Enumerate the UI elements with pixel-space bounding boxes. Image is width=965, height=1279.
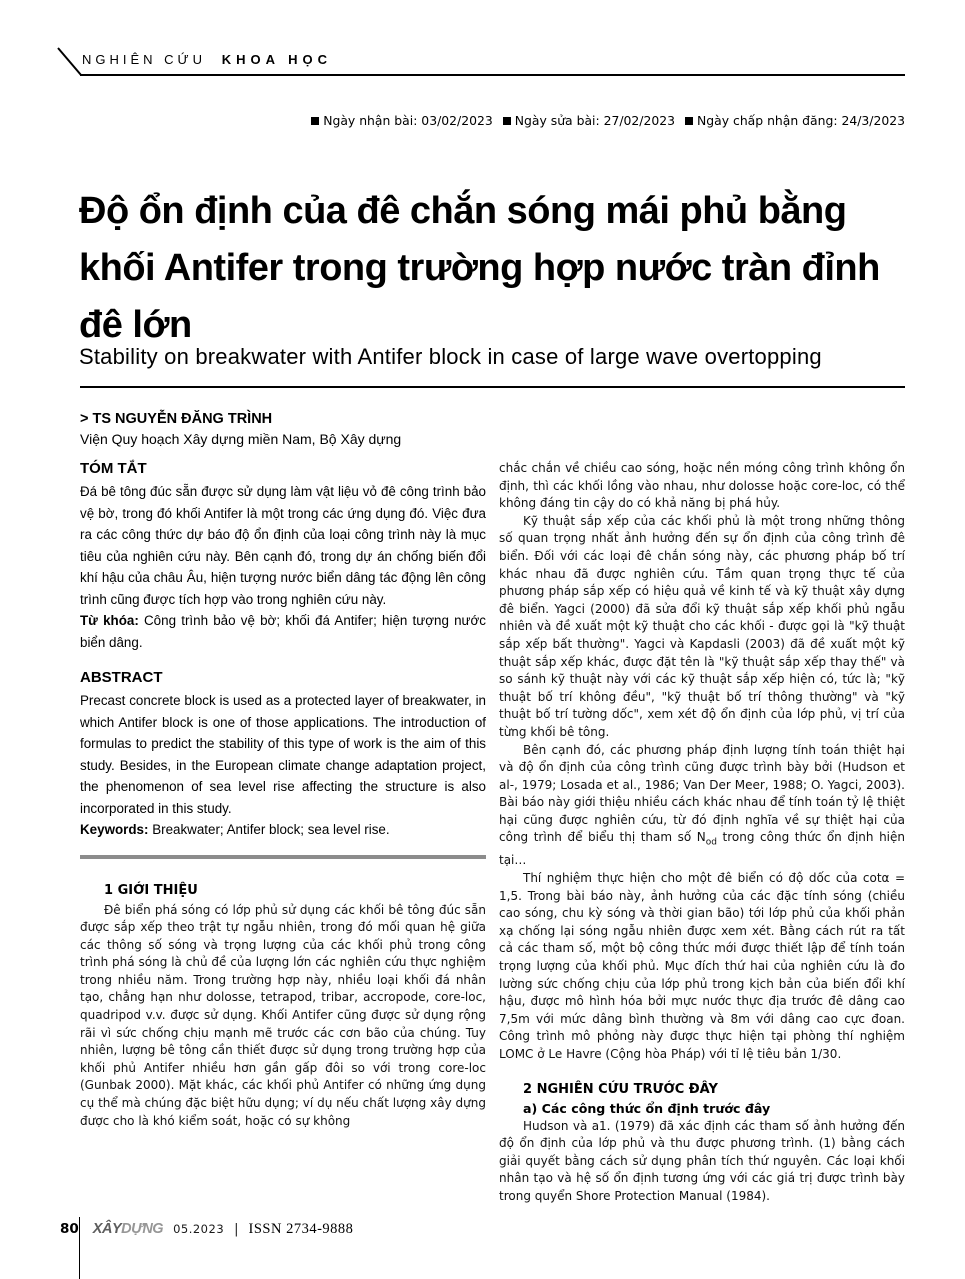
footer-separator: | <box>234 1222 239 1237</box>
author-affiliation: Viện Quy hoạch Xây dựng miền Nam, Bộ Xây dựng <box>80 431 402 447</box>
section-header <box>82 52 332 67</box>
submission-dates <box>311 113 905 128</box>
abstract-vi-section <box>80 460 486 653</box>
abstract-vi-keywords <box>80 610 486 653</box>
bullet-square-icon <box>311 117 319 125</box>
date-revised <box>503 113 675 128</box>
author-name: TS NGUYỄN ĐĂNG TRÌNH <box>92 411 273 427</box>
section-2-paragraph: Hudson và a1. (1979) đã xác định các tham số ảnh hưởng đến độ ổn định của lớp phủ và thu được phương trình. (1) bằng cách giải quyết bằng cách sử dụng phân tích thứ nguyên. Các loại khối nhân tạo và hệ số ổn định tương ứng với các giá trị được trình bày trong quyển Shore Protection Manual (1984). <box>499 1118 905 1203</box>
intro-paragraph-1b: chắc chắn về chiều cao sóng, hoặc nền móng công trình không ổn định, thì các khối lồng vào nhau, như dolosse hoặc core-loc, có thể không đáng tin cậy do có khả năng bị phá hủy. <box>499 461 905 511</box>
section-divider <box>80 855 486 859</box>
page-footer <box>60 1221 353 1238</box>
section-2-heading: 2 NGHIÊN CỨU TRƯỚC ĐÂY <box>523 1081 718 1097</box>
date-revised-text: Ngày sửa bài: 27/02/2023 <box>514 113 676 128</box>
left-column <box>80 460 486 1206</box>
intro-paragraph-3-after: trong công thức ổn định hiện tại… <box>499 830 905 868</box>
intro-paragraph-2: Kỹ thuật sắp xếp của các khối phủ là một trong những thông số quan trọng nhất ảnh hưởng đến sự ổn định của công trình đê biển. Đối với các loại đê chắn sóng này, các phương pháp bố trí khác nhau đã được nghiên cứu. Tầm quan trọng thực tế của phương pháp sắp xếp có hiệu quả về kinh tế và kỹ thuật xây dựng đê biển. Yagci (2000) đã sửa đổi kỹ thuật sắp xếp khối phủ ngẫu nhiên và đề xuất một kỹ thuật cho các khối - được gọi là "kỹ thuật sắp xếp bất thường". Yagci và Kapdasli (2003) đã đề xuất một kỹ thuật sắp xếp khác, được đặt tên là "kỹ thuật sắp xếp thay thế" và so sánh kỹ thuật này với các kỹ thuật sắp xếp hiện có, tức là; "kỹ thuật bố trí không đều", "kỹ thuật bố trí thông thường" và "kỹ thuật bố trí tường dốc", xem xét độ ổn định của lớp phủ, vị trí của từng khối bê tông. <box>499 513 905 739</box>
header-rule <box>80 74 905 76</box>
keywords-vi-label: Từ khóa: <box>80 613 139 628</box>
title-rule <box>80 386 905 388</box>
magazine-logo <box>93 1221 163 1237</box>
author-marker: > <box>80 411 93 427</box>
intro-paragraph-3-before: Bên cạnh đó, các phương pháp định lượng tính toán thiệt hại và độ ổn định của công trình cũng được trình bày bởi (Hudson et al-, 1979; Losada et al., 1986; Van Der Meer, 1988; O. Yagci, 2003). Bài báo này giới thiệu nhiều cách khác nhau để tính toán tỷ lệ thiệt hại cũng được nghiên cứu, từ đó định nghĩa về sự thiệt hại của công trình để biểu thị tham số N <box>499 742 905 845</box>
magazine-logo-part1: XÂY <box>92 1221 122 1237</box>
keywords-en-label: Keywords: <box>80 822 149 837</box>
intro-paragraph-4: Thí nghiệm thực hiện cho một đê biển có độ dốc của cotα = 1,5. Trong bài báo này, ảnh hưởng của các đặc tính sóng (chiều cao sóng, chu kỳ sóng và thời gian bão) tới lớp phủ của khối phản xạ chống lại sóng ngẫu nhiên được xem xét. Bằng cách rút ra tất cả các tham số, một bộ công thức mới được thiết lập để tính toán trọng lượng của khối phủ. Mục đích thứ hai của nghiên cứu là đo lường sức chống chịu của lớp phủ trong kịch bản của biến đổi khí hậu, được mô hình hóa bởi mực nước thực địa trước đê dâng cao 7,5m với mức dâng bình thường và 8m với dâng cao cực đoan. Công trình mô phỏng này được thực hiện tại phòng thí nghiệm LOMC ở Le Havre (Cộng hòa Pháp) với tỉ lệ tiêu bản 1/30. <box>499 871 905 1061</box>
abstract-vi-body: Đá bê tông đúc sẵn được sử dụng làm vật liệu vỏ đê công trình bảo vệ bờ, trong đó khối Antifer là một trong các ứng dụng đó. Việc đưa ra các công thức dự báo độ ổn định của loại công trình này là mục tiêu của nghiên cứu này. Bên cạnh đó, trong dự án chống biến đổi khí hậu của châu Âu, hiện tượng nước biển dâng tác động lên công trình cũng được tích hợp vào trong nghiên cứu này. <box>80 484 486 607</box>
abstract-vi-heading: TÓM TẮT <box>80 460 147 477</box>
date-accepted-text: Ngày chấp nhận đăng: 24/3/2023 <box>697 113 905 128</box>
abstract-en-heading: ABSTRACT <box>80 669 163 686</box>
bullet-square-icon <box>503 117 511 125</box>
section-header-bold: KHOA HỌC <box>221 52 332 67</box>
article-title-en: Stability on breakwater with Antifer block in case of large wave overtopping <box>79 344 822 369</box>
abstract-en-section <box>80 669 486 841</box>
article-columns <box>80 460 905 1206</box>
issn-label: ISSN 2734-9888 <box>248 1221 354 1237</box>
abstract-en-body: Precast concrete block is used as a protected layer of breakwater, in which Antifer block is one of those applications. The introduction of formulas to predict the stability of this type of work is the aim of this study. Besides, in the European climate change adaptation project, the phenomenon of sea level rise affecting the structure is also incorporated in this study. <box>80 693 486 816</box>
right-column <box>499 460 905 1206</box>
date-accepted <box>685 113 905 128</box>
article-title-vi: Độ ổn định của đê chắn sóng mái phủ bằng khối Antifer trong trường hợp nước tràn đỉnh đê lớn <box>79 190 880 346</box>
keywords-vi-text: Công trình bảo vệ bờ; khối đá Antifer; hiện tượng nước biển dâng. <box>80 613 486 650</box>
nod-subscript: od <box>705 837 717 848</box>
intro-paragraph-3 <box>499 742 905 871</box>
abstract-en-keywords <box>80 819 486 841</box>
section-2a-subheading: a) Các công thức ổn định trước đây <box>523 1100 771 1116</box>
section-header-light: NGHIÊN CỨU <box>82 52 207 67</box>
keywords-en-text: Breakwater; Antifer block; sea level rise. <box>148 822 390 837</box>
date-received-text: Ngày nhận bài: 03/02/2023 <box>323 113 493 128</box>
section-1-heading: 1 GIỚI THIỆU <box>104 882 198 898</box>
date-received <box>311 113 493 128</box>
magazine-logo-part2: DỰNG <box>121 1221 164 1237</box>
intro-paragraph-1a: Đê biển phá sóng có lớp phủ sử dụng các khối bê tông đúc sẵn được sắp xếp theo trật tự ngẫu nhiên, trong đó mối quan hệ giữa các thông số sóng và trọng lượng của các khối phủ trong công trình phá sóng là chủ đề của lượng lớn các nghiên cứu thực nghiệm trong nhiều năm. Trong trường hợp này, nhiều loại khối đá nhân tạo, chẳng hạn như dolosse, tetrapod, tribar, accropode, core-loc, quadripod v.v. được sử dụng. Khối Antifer cũng được sử dụng rộng rãi vì sức chống chịu mạnh mẽ trước các cơn bão của chúng. Tuy nhiên, lượng bê tông cần thiết được sử dụng trong trường hợp của khối phủ Antifer nhiều hơn gần gấp đôi so với trong core-loc (Gunbak 2000). Mặt khác, các khối phủ Antifer có những ứng dụng cụ thể mà chúng đặc biệt hữu dụng; ví dụ nếu chất lượng xây dựng được cho là khó kiểm soát, hoặc có sự không <box>80 902 486 1128</box>
author-line <box>80 411 272 427</box>
bullet-square-icon <box>685 117 693 125</box>
issue-label: 05.2023 <box>173 1222 225 1236</box>
page-number: 80 <box>60 1221 79 1237</box>
